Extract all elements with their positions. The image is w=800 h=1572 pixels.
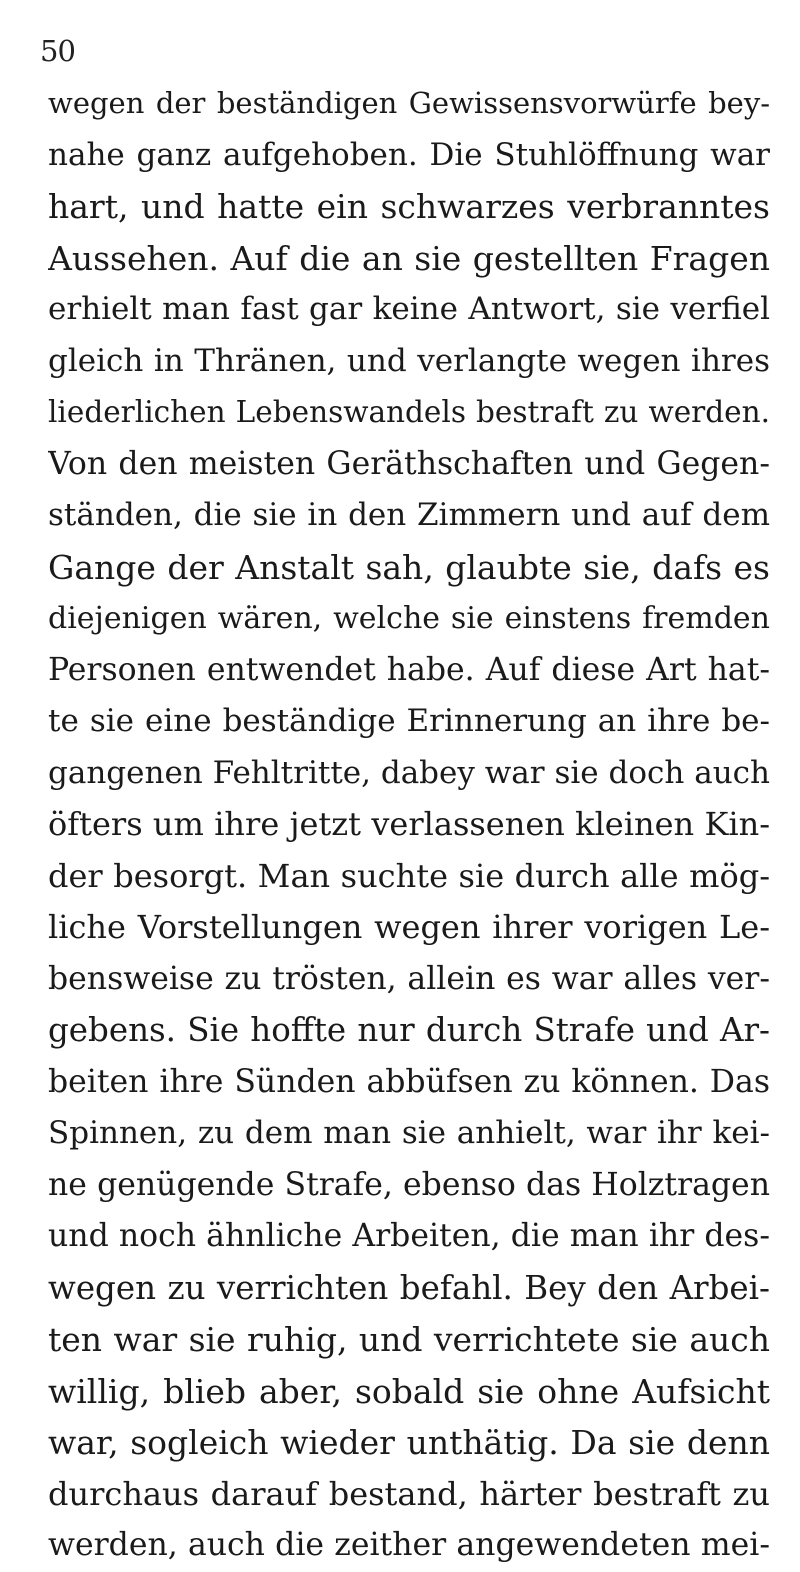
text-line: liche Vorstellungen wegen ihrer vorigen Le- [48, 908, 770, 946]
text-line: ständen, die sie in den Zimmern und auf dem [48, 497, 770, 533]
text-line: Von den meisten Geräthschaften und Gegen- [48, 445, 770, 482]
text-line: wegen zu verrichten befahl. Bey den Arbei- [48, 1268, 770, 1307]
text-line: werden, auch die zeither angewendeten mei- [48, 1527, 770, 1563]
text-line: ten war sie ruhig, und verrichtete sie auch [48, 1320, 770, 1359]
text-line: gleich in Thränen, und verlangte wegen ihres [48, 342, 770, 379]
text-line: und noch ähnliche Arbeiten, die man ihr des- [48, 1218, 770, 1254]
text-line: Personen entwendet habe. Auf diese Art hat- [48, 651, 770, 688]
text-line: gebens. Sie hoffte nur durch Strafe und Ar- [48, 1011, 770, 1049]
text-line: hart, und hatte ein schwarzes verbranntes [48, 187, 770, 226]
text-line: liederlichen Lebenswandels bestraft zu werden. [48, 395, 770, 429]
text-line: beiten ihre Sünden abbüfsen zu können. Das [48, 1063, 770, 1100]
text-line: te sie eine beständige Erinnerung an ihre be- [48, 703, 770, 739]
text-line: nahe ganz aufgehoben. Die Stuhlöffnung war [48, 136, 770, 173]
text-line: Gange der Anstalt sah, glaubte sie, dafs es [48, 547, 770, 587]
text-line: Spinnen, zu dem man sie anhielt, war ihr kei- [48, 1115, 770, 1151]
text-line: öfters um ihre jetzt verlassenen kleinen Kin- [48, 805, 770, 843]
text-line: diejenigen wären, welche sie einstens fremden [48, 601, 770, 636]
text-line: Aussehen. Auf die an sie gestellten Fragen [48, 238, 770, 278]
text-line: gangenen Fehltritte, dabey war sie doch auch [48, 754, 770, 791]
text-line: bensweise zu trösten, allein es war alles ver- [48, 960, 770, 997]
text-line: durchaus darauf bestand, härter bestraft zu [48, 1474, 770, 1513]
page-number: 50 [40, 34, 75, 68]
text-line: der besorgt. Man suchte sie durch alle mög- [48, 856, 770, 895]
text-line: ne genügende Strafe, ebenso das Holztragen [48, 1166, 770, 1203]
text-line: wegen der beständigen Gewissensvorwürfe bey- [48, 86, 770, 120]
text-line: erhielt man fast gar keine Antwort, sie verfiel [48, 291, 770, 327]
body-text [48, 78, 770, 1572]
text-line: war, sogleich wieder unthätig. Da sie denn [48, 1423, 770, 1462]
text-line: willig, blieb aber, sobald sie ohne Aufsicht [48, 1371, 770, 1411]
